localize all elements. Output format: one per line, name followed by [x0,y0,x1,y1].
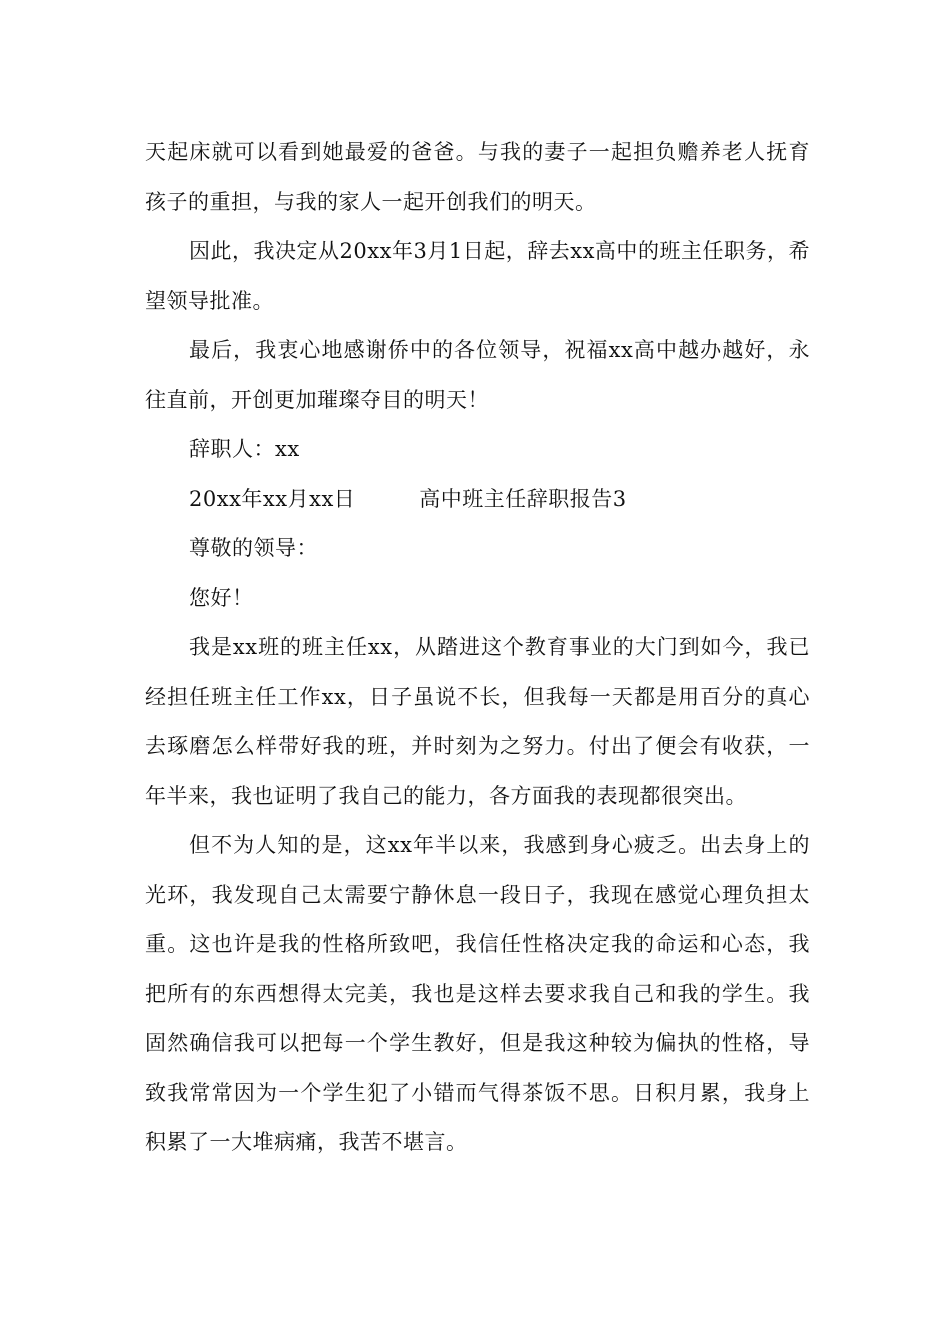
report-date: 20xx年xx月xx日 [189,486,356,511]
paragraph-continuation: 天起床就可以看到她最爱的爸爸。与我的妻子一起担负赡养老人抚育孩子的重担，与我的家人一起开创我们的明天。 [145,140,810,214]
next-report-title: 高中班主任辞职报告3 [419,486,627,511]
salutation: 尊敬的领导： [189,536,318,560]
document-body [145,128,810,1168]
greeting: 您好！ [189,585,254,610]
signature-line: 辞职人：xx [189,437,300,461]
paragraph-closing-thanks: 最后，我衷心地感谢侨中的各位领导，祝福xx高中越办越好，永往直前，开创更加璀璨夺目的明天！ [145,338,810,412]
date-line [145,475,810,525]
paragraph-resignation-date: 因此，我决定从20xx年3月1日起，辞去xx高中的班主任职务，希望领导批准。 [145,239,810,313]
paragraph-introduction: 我是xx班的班主任xx，从踏进这个教育事业的大门到如今，我已经担任班主任工作xx，日子虽说不长，但我每一天都是用百分的真心去琢磨怎么样带好我的班，并时刻为之努力。付出了便会有收获，一年半来，我也证明了我自己的能力，各方面我的表现都很突出。 [145,635,810,808]
paragraph-reason: 但不为人知的是，这xx年半以来，我感到身心疲乏。出去身上的光环，我发现自己太需要宁静休息一段日子，我现在感觉心理负担太重。这也许是我的性格所致吧，我信任性格决定我的命运和心态，我把所有的东西想得太完美，我也是这样去要求我自己和我的学生。我固然确信我可以把每一个学生教好，但是我这种较为偏执的性格，导致我常常因为一个学生犯了小错而气得茶饭不思。日积月累，我身上积累了一大堆病痛，我苦不堪言。 [145,833,810,1154]
